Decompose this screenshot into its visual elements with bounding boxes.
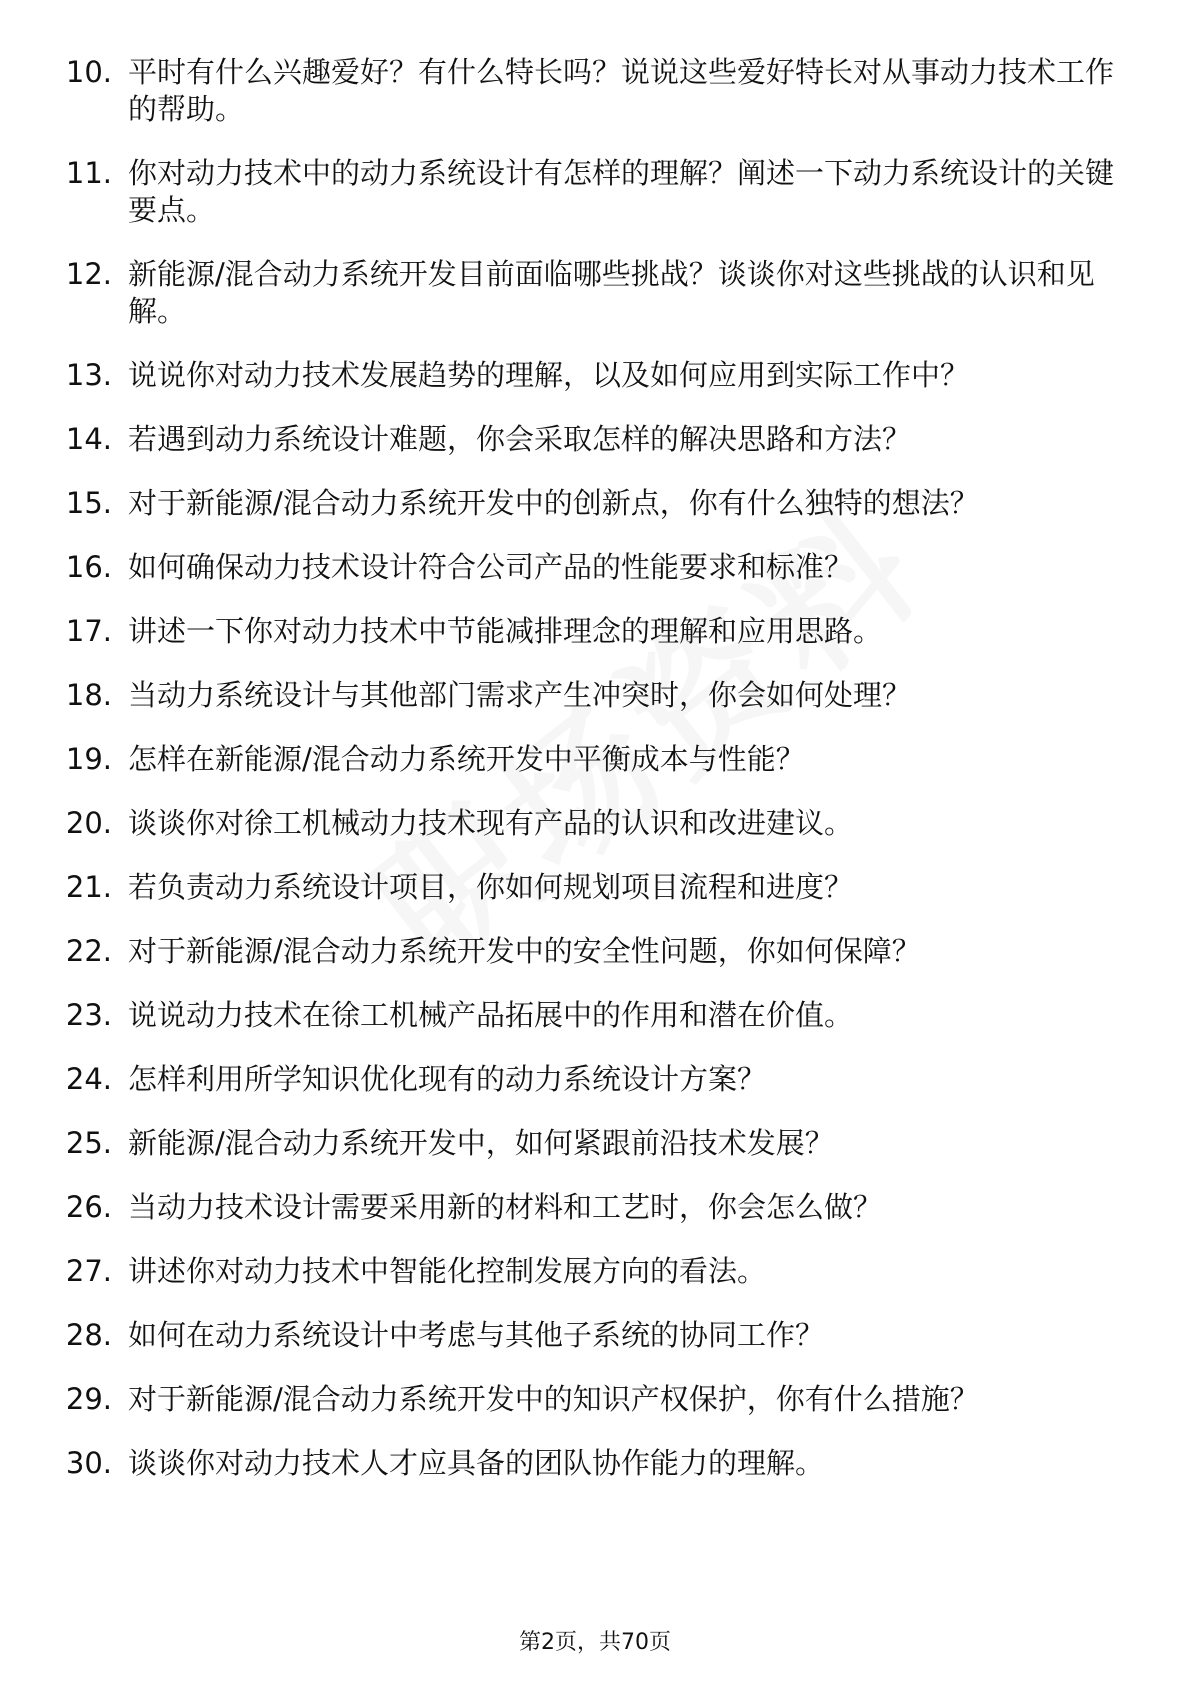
list-item	[0, 1061, 1190, 1098]
question-text: 你对动力技术中的动力系统设计有怎样的理解？阐述一下动力系统设计的关键要点。	[128, 156, 1115, 227]
list-item	[0, 869, 1190, 906]
question-text: 如何确保动力技术设计符合公司产品的性能要求和标准？	[128, 550, 854, 584]
question-list	[0, 54, 1190, 1509]
question-number: 30.	[65, 1446, 112, 1480]
question-text: 当动力系统设计与其他部门需求产生冲突时，你会如何处理？	[128, 678, 912, 712]
question-number: 28.	[65, 1318, 112, 1352]
list-item	[0, 421, 1190, 458]
question-number: 24.	[65, 1062, 112, 1096]
list-item	[0, 997, 1190, 1034]
question-text: 新能源/混合动力系统开发中，如何紧跟前沿技术发展？	[128, 1126, 834, 1160]
question-number: 16.	[65, 550, 112, 584]
list-item	[0, 933, 1190, 970]
question-number: 14.	[65, 422, 112, 456]
list-item	[0, 155, 1190, 229]
question-text: 如何在动力系统设计中考虑与其他子系统的协同工作？	[128, 1318, 825, 1352]
list-item	[0, 1253, 1190, 1290]
question-text: 若遇到动力系统设计难题，你会采取怎样的解决思路和方法？	[128, 422, 912, 456]
question-number: 11.	[65, 156, 112, 190]
question-text: 说说动力技术在徐工机械产品拓展中的作用和潜在价值。	[128, 998, 854, 1032]
question-number: 22.	[65, 934, 112, 968]
list-item	[0, 256, 1190, 330]
question-number: 23.	[65, 998, 112, 1032]
list-item	[0, 1381, 1190, 1418]
question-text: 讲述你对动力技术中智能化控制发展方向的看法。	[128, 1254, 767, 1288]
question-number: 21.	[65, 870, 112, 904]
page-indicator: 第2页，共70页	[519, 1630, 671, 1655]
question-number: 27.	[65, 1254, 112, 1288]
question-number: 15.	[65, 486, 112, 520]
list-item	[0, 54, 1190, 128]
list-item	[0, 1317, 1190, 1354]
question-text: 谈谈你对徐工机械动力技术现有产品的认识和改进建议。	[128, 806, 854, 840]
question-number: 19.	[65, 742, 112, 776]
question-text: 若负责动力系统设计项目，你如何规划项目流程和进度？	[128, 870, 854, 904]
question-text: 怎样在新能源/混合动力系统开发中平衡成本与性能？	[128, 742, 805, 776]
question-number: 17.	[65, 614, 112, 648]
question-number: 20.	[65, 806, 112, 840]
question-text: 平时有什么兴趣爱好？有什么特长吗？说说这些爱好特长对从事动力技术工作的帮助。	[128, 55, 1115, 126]
list-item	[0, 1189, 1190, 1226]
question-text: 讲述一下你对动力技术中节能减排理念的理解和应用思路。	[128, 614, 883, 648]
question-text: 当动力技术设计需要采用新的材料和工艺时，你会怎么做？	[128, 1190, 883, 1224]
list-item	[0, 549, 1190, 586]
list-item	[0, 485, 1190, 522]
question-number: 18.	[65, 678, 112, 712]
list-item	[0, 1125, 1190, 1162]
list-item	[0, 357, 1190, 394]
question-text: 谈谈你对动力技术人才应具备的团队协作能力的理解。	[128, 1446, 825, 1480]
question-text: 对于新能源/混合动力系统开发中的知识产权保护，你有什么措施？	[128, 1382, 979, 1416]
question-number: 29.	[65, 1382, 112, 1416]
question-text: 新能源/混合动力系统开发目前面临哪些挑战？谈谈你对这些挑战的认识和见解。	[128, 257, 1095, 328]
list-item	[0, 805, 1190, 842]
question-text: 说说你对动力技术发展趋势的理解，以及如何应用到实际工作中？	[128, 358, 970, 392]
question-text: 对于新能源/混合动力系统开发中的创新点，你有什么独特的想法？	[128, 486, 979, 520]
list-item	[0, 613, 1190, 650]
question-number: 25.	[65, 1126, 112, 1160]
list-item	[0, 741, 1190, 778]
question-number: 13.	[65, 358, 112, 392]
list-item	[0, 677, 1190, 714]
question-number: 10.	[65, 55, 112, 89]
question-number: 26.	[65, 1190, 112, 1224]
question-text: 对于新能源/混合动力系统开发中的安全性问题，你如何保障？	[128, 934, 921, 968]
question-number: 12.	[65, 257, 112, 291]
question-text: 怎样利用所学知识优化现有的动力系统设计方案？	[128, 1062, 767, 1096]
list-item	[0, 1445, 1190, 1482]
